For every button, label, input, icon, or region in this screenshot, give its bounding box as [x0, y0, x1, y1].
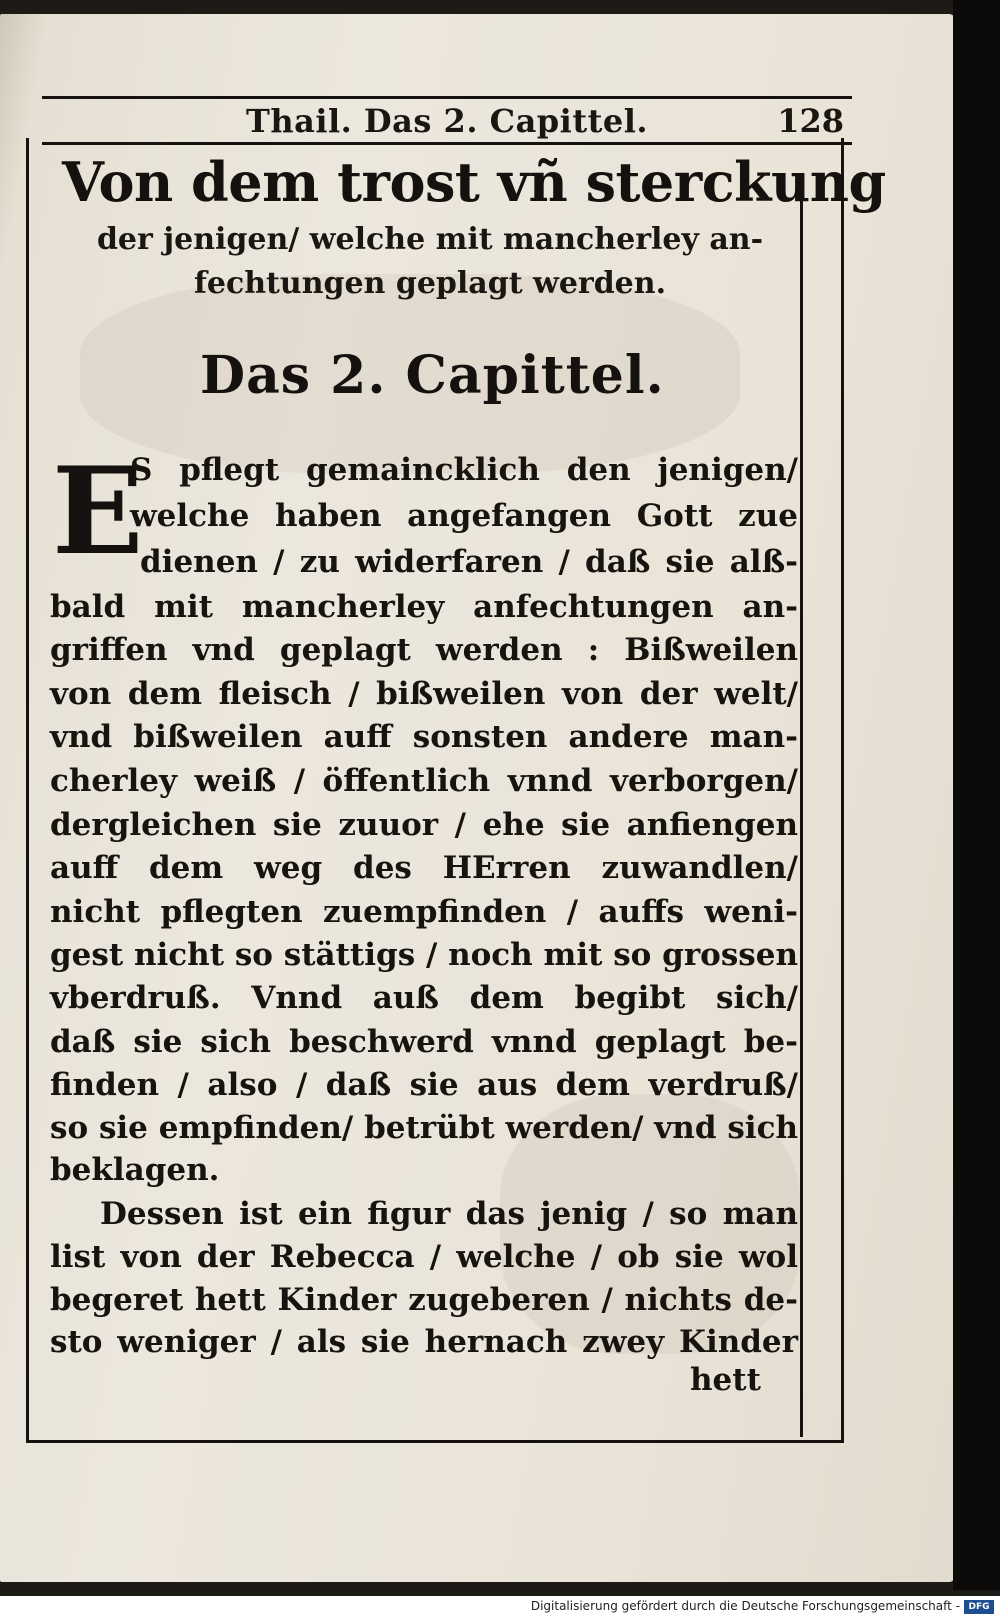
subtitle-line-1: der jenigen/ welche mit mancherley an-: [96, 222, 764, 257]
text-line: Dessen ist ein figur das jenig / so man: [100, 1196, 798, 1232]
footer-credit: Digitalisierung gefördert durch die Deutsche Forschungsgemeinschaft -: [530, 1599, 960, 1613]
chapter-title: Von dem trost vñ sterckung: [62, 150, 886, 214]
text-line: so sie empfinden/ betrübt werden/ vnd sich: [50, 1110, 798, 1146]
drop-cap: E: [52, 441, 144, 582]
text-line: auff dem weg des HErren zuwandlen/: [50, 850, 798, 886]
text-frame-right-rule: [800, 175, 803, 1437]
page-number: 128: [777, 102, 844, 140]
text-line: beklagen.: [50, 1152, 220, 1188]
text-line: von dem fleisch / bißweilen von der welt/: [50, 676, 798, 712]
text-line: gest nicht so stättigs / noch mit so grossen: [50, 937, 798, 973]
footer-bar: [0, 1596, 1000, 1620]
text-line: nicht pflegten zuempfinden / auffs weni-: [50, 894, 798, 930]
text-line: welche haben angefangen Gott zue: [130, 498, 798, 534]
text-line: vberdruß. Vnnd auß dem begibt sich/: [50, 980, 798, 1016]
text-line: vnd bißweilen auff sonsten andere man-: [50, 719, 798, 755]
catchword: hett: [690, 1362, 761, 1398]
dfg-logo: DFG: [964, 1600, 994, 1614]
subtitle-line-2: fechtungen geplagt werden.: [193, 266, 667, 301]
text-line: bald mit mancherley anfechtungen an-: [50, 589, 798, 625]
text-line: finden / also / daß sie aus dem verdruß/: [50, 1067, 798, 1103]
text-line: cherley weiß / öffentlich vnnd verborgen/: [50, 763, 798, 799]
text-line: griffen vnd geplagt werden : Bißweilen: [50, 632, 798, 668]
text-line: sto weniger / als sie hernach zwey Kinder: [50, 1324, 798, 1360]
chapter-heading: Das 2. Capittel.: [200, 345, 665, 406]
running-header: [42, 98, 852, 142]
text-line: list von der Rebecca / welche / ob sie wol: [50, 1239, 798, 1275]
text-line: S pflegt gemaincklich den jenigen/: [130, 452, 798, 488]
book-edge: [953, 0, 1000, 1590]
text-line: dienen / zu widerfaren / daß sie alß-: [140, 544, 798, 580]
text-line: dergleichen sie zuuor / ehe sie anfiengen: [50, 807, 798, 843]
running-title: Thail. Das 2. Capittel.: [246, 102, 649, 140]
text-line: begeret hett Kinder zugeberen / nichts de-: [50, 1282, 798, 1318]
text-line: daß sie sich beschwerd vnnd geplagt be-: [50, 1024, 798, 1060]
